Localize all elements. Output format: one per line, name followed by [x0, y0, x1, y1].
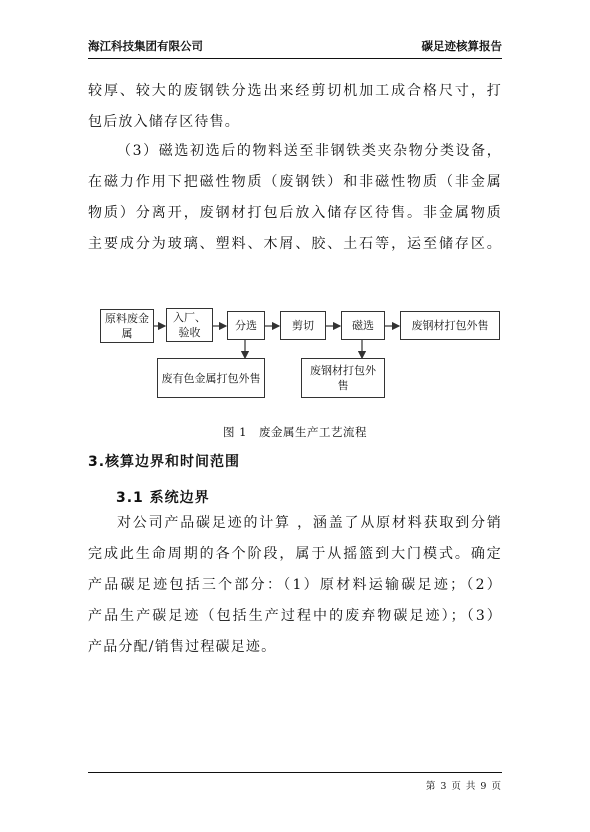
text-line: 包后放入储存区待售。: [88, 114, 240, 130]
report-title: 碳足迹核算报告: [421, 39, 502, 53]
text-line: 物质）分离开，废钢材打包后放入储存区待售。非金属物质: [88, 205, 502, 221]
paragraph-continued: [88, 76, 502, 138]
flow-box-nonferrous-sale: 废有色金属打包外售: [157, 358, 265, 398]
paragraph-system-boundary: [88, 508, 502, 663]
flow-box-cutting: 剪切: [280, 311, 326, 340]
section-heading: 3.核算边界和时间范围: [88, 454, 241, 470]
text-line: 主要成分为玻璃、塑料、木屑、胶、土石等，运至储存区。: [88, 236, 502, 252]
text-line: 在磁力作用下把磁性物质（废钢铁）和非磁性物质（非金属: [88, 174, 502, 190]
header-rule: [88, 58, 502, 59]
flow-box-raw-material: 原料废金属: [100, 309, 154, 343]
text-line: 较厚、较大的废钢铁分选出来经剪切机加工成合格尺寸，打: [88, 83, 502, 99]
figure-caption: 图 1 废金属生产工艺流程: [223, 425, 367, 439]
company-name: 海江科技集团有限公司: [88, 39, 203, 53]
text-line: 产品碳足迹包括三个部分：（1）原材料运输碳足迹；（2）: [88, 577, 502, 593]
text-line: （3）磁选初选后的物料送至非钢铁类夹杂物分类设备，: [117, 143, 502, 159]
subsection-heading: 3.1 系统边界: [116, 490, 210, 506]
flow-box-steel-sale-2: 废钢材打包外售: [301, 358, 385, 398]
page-number: 第 3 页 共 9 页: [425, 781, 502, 792]
text-line: 产品分配/销售过程碳足迹。: [88, 639, 277, 655]
flow-box-steel-sale: 废钢材打包外售: [400, 311, 500, 340]
flow-box-inbound: 入厂、验收: [166, 308, 213, 342]
text-line: 对公司产品碳足迹的计算 ，涵盖了从原材料获取到分销: [117, 515, 502, 531]
flow-box-magnetic: 磁选: [341, 311, 385, 340]
flow-box-sorting: 分选: [227, 311, 265, 340]
page-header: [88, 38, 502, 56]
footer-rule: [88, 772, 502, 773]
text-line: 完成此生命周期的各个阶段，属于从摇篮到大门模式。确定: [88, 546, 502, 562]
text-line: 产品生产碳足迹（包括生产过程中的废弃物碳足迹）；（3）: [88, 608, 502, 624]
paragraph-magnetic-separation: [88, 136, 502, 260]
process-flowchart: [88, 296, 502, 406]
